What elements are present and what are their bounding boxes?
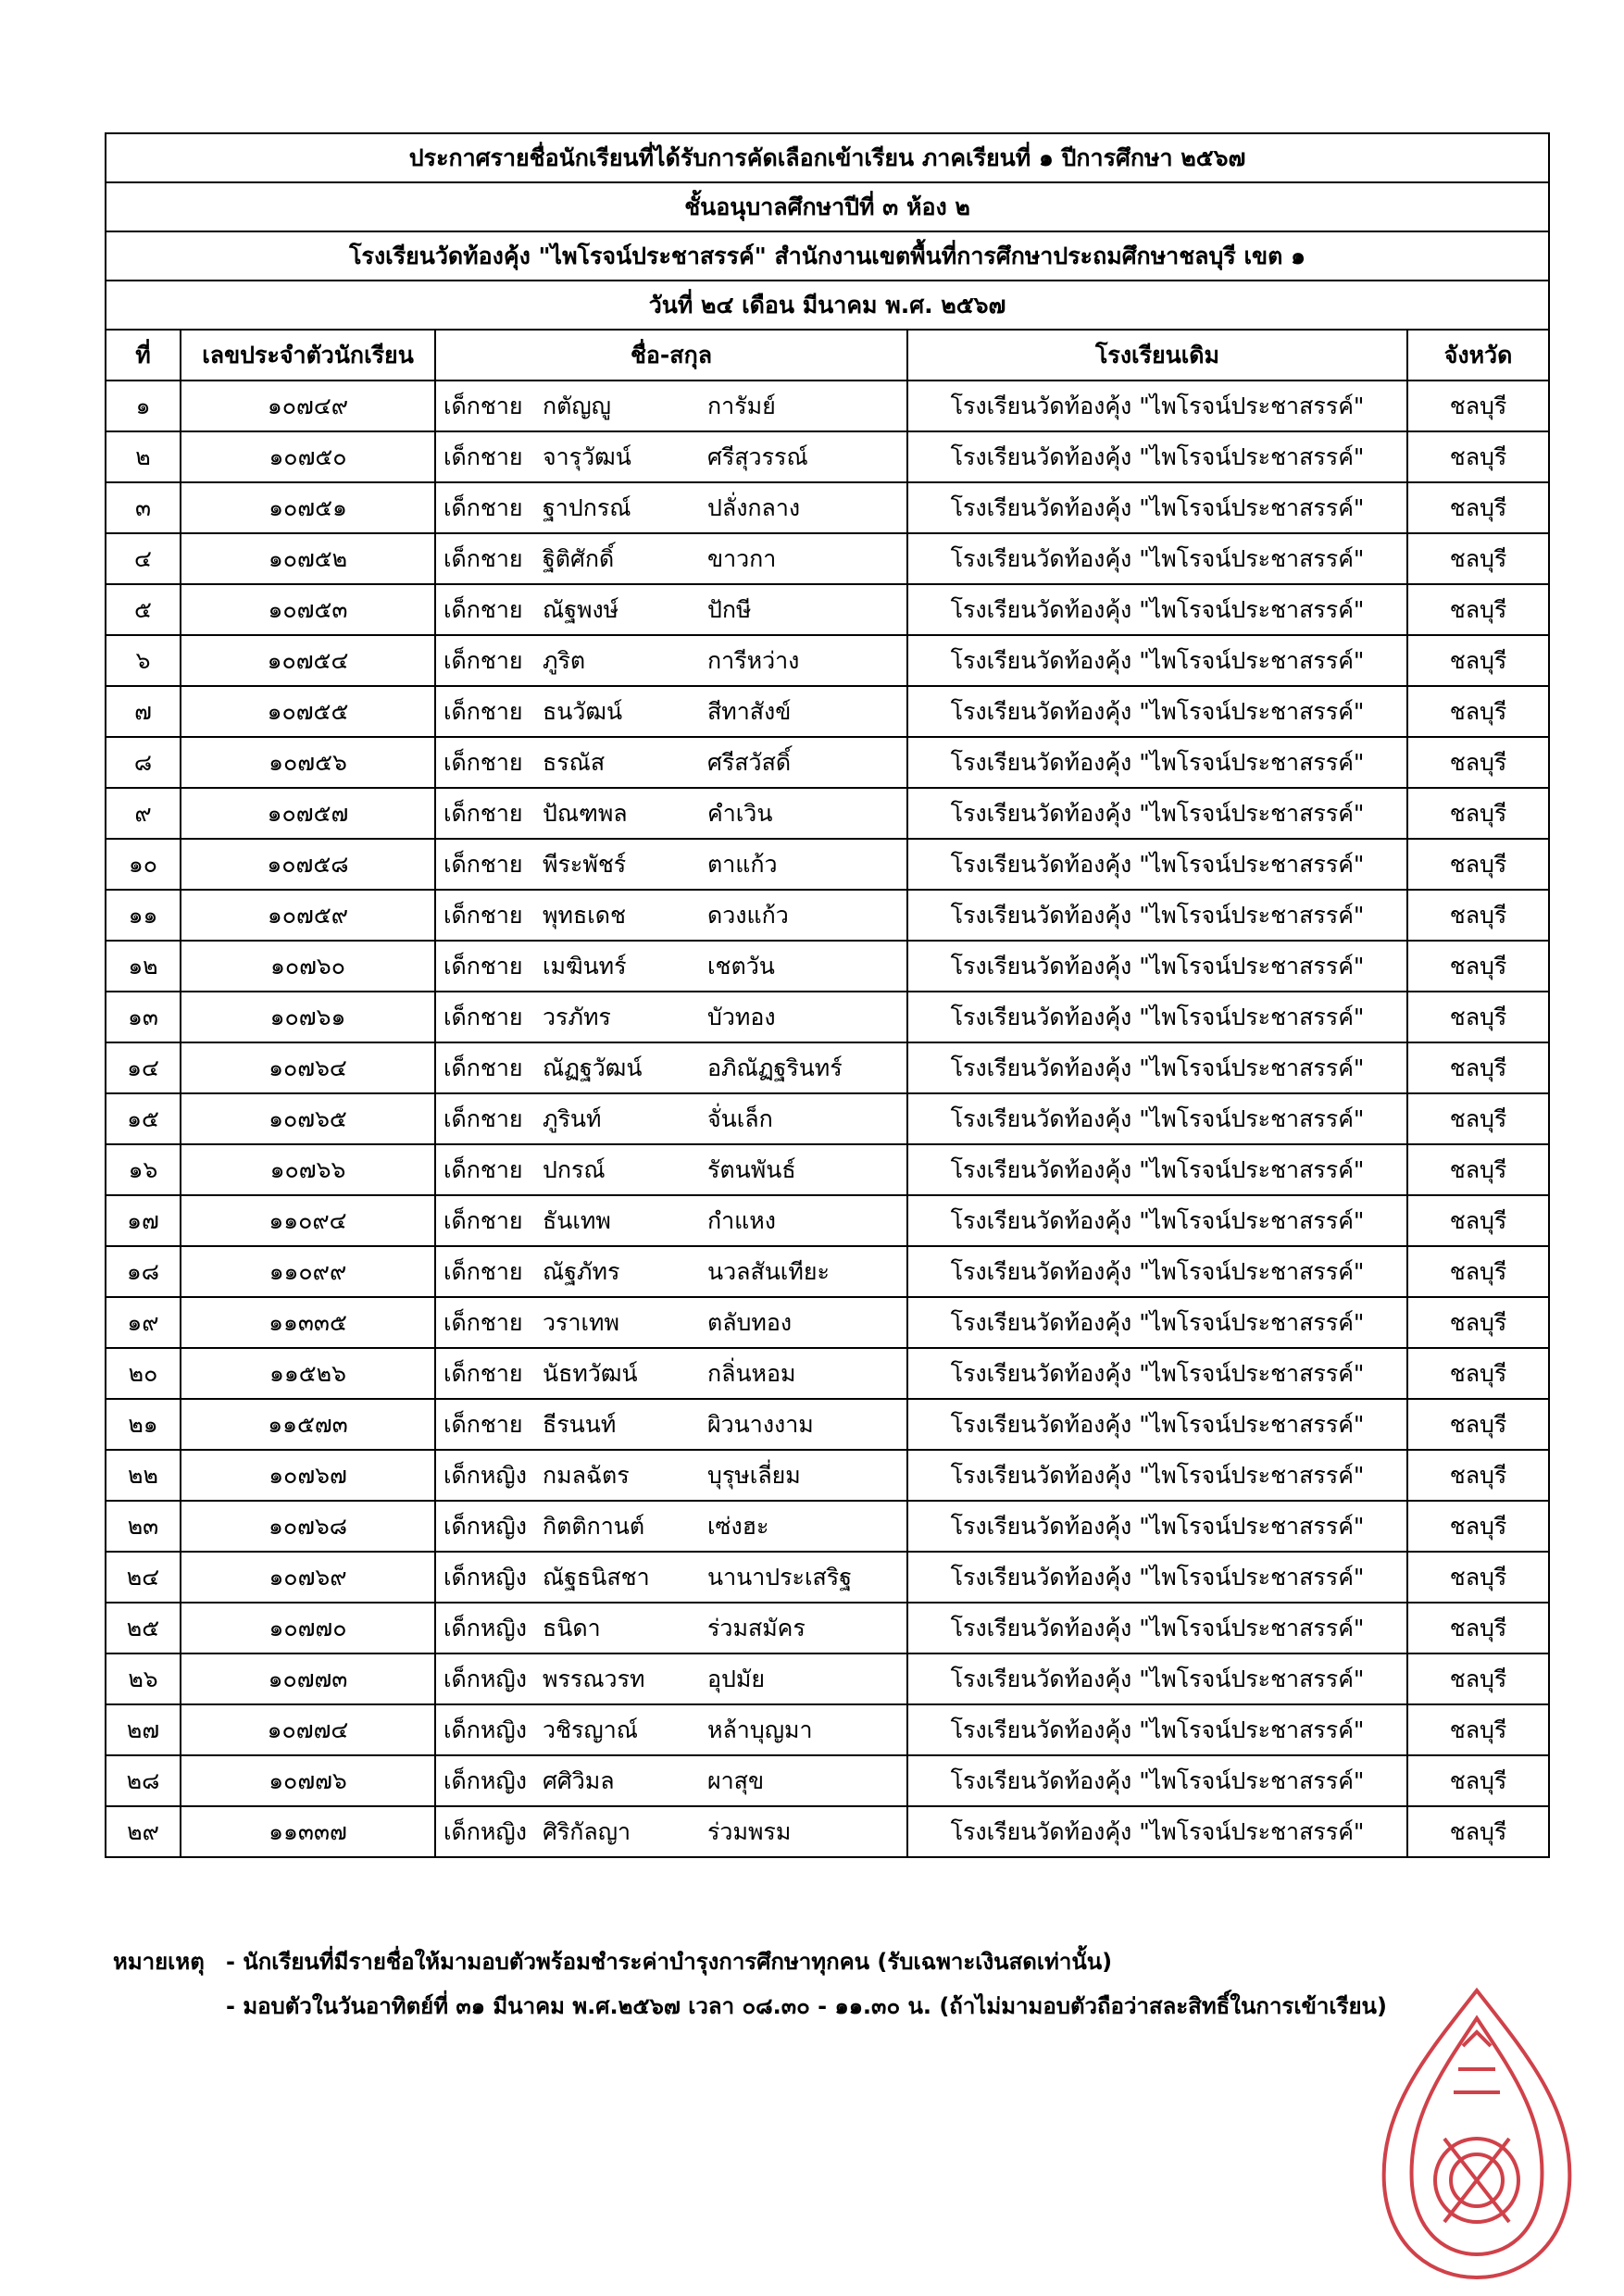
student-name	[435, 1348, 907, 1399]
first-name: กตัญญู	[543, 392, 611, 419]
student-id: ๑๑๐๙๙	[181, 1246, 435, 1297]
first-name: ภูรินท์	[543, 1104, 602, 1132]
student-name	[435, 686, 907, 737]
name-prefix: เด็กชาย	[443, 1308, 523, 1336]
row-no: ๓	[106, 482, 181, 533]
last-name: กลิ่นหอม	[707, 1359, 796, 1387]
student-id: ๑๐๗๕๖	[181, 737, 435, 788]
last-name: ปักษี	[707, 595, 752, 623]
table-row	[106, 1755, 1549, 1806]
student-id: ๑๑๕๒๖	[181, 1348, 435, 1399]
last-name: การัมย์	[707, 392, 776, 419]
student-name	[435, 1755, 907, 1806]
student-name	[435, 1297, 907, 1348]
first-name: นัธทวัฒน์	[543, 1359, 638, 1387]
student-id: ๑๐๗๗๓	[181, 1653, 435, 1704]
previous-school: โรงเรียนวัดท้องคุ้ง "ไพโรจน์ประชาสรรค์"	[907, 686, 1407, 737]
last-name: ร่วมพรม	[707, 1817, 792, 1845]
row-no: ๒๕	[106, 1603, 181, 1653]
student-name	[435, 890, 907, 941]
first-name: ฐิติศักดิ์	[543, 544, 615, 572]
first-name: จารุวัฒน์	[543, 443, 631, 470]
province: ชลบุรี	[1407, 1755, 1549, 1806]
student-name	[435, 1806, 907, 1857]
row-no: ๒	[106, 431, 181, 482]
previous-school: โรงเรียนวัดท้องคุ้ง "ไพโรจน์ประชาสรรค์"	[907, 1093, 1407, 1144]
previous-school: โรงเรียนวัดท้องคุ้ง "ไพโรจน์ประชาสรรค์"	[907, 1501, 1407, 1552]
table-row	[106, 533, 1549, 584]
student-name	[435, 992, 907, 1042]
last-name: นวลสันเทียะ	[707, 1257, 830, 1285]
province: ชลบุรี	[1407, 992, 1549, 1042]
first-name: ธนิดา	[543, 1614, 601, 1641]
previous-school: โรงเรียนวัดท้องคุ้ง "ไพโรจน์ประชาสรรค์"	[907, 788, 1407, 839]
previous-school: โรงเรียนวัดท้องคุ้ง "ไพโรจน์ประชาสรรค์"	[907, 1704, 1407, 1755]
table-row	[106, 1552, 1549, 1603]
student-rows	[106, 381, 1549, 1857]
province: ชลบุรี	[1407, 584, 1549, 635]
row-no: ๑๓	[106, 992, 181, 1042]
previous-school: โรงเรียนวัดท้องคุ้ง "ไพโรจน์ประชาสรรค์"	[907, 1399, 1407, 1450]
province: ชลบุรี	[1407, 737, 1549, 788]
previous-school: โรงเรียนวัดท้องคุ้ง "ไพโรจน์ประชาสรรค์"	[907, 381, 1407, 431]
last-name: เซ่งฮะ	[707, 1512, 769, 1540]
first-name: ปัณฑพล	[543, 799, 628, 827]
student-id: ๑๐๗๖๖	[181, 1144, 435, 1195]
last-name: อภิณัฏฐรินทร์	[707, 1054, 843, 1081]
student-name	[435, 635, 907, 686]
student-id: ๑๐๗๕๗	[181, 788, 435, 839]
student-name	[435, 381, 907, 431]
name-prefix: เด็กชาย	[443, 595, 523, 623]
student-name	[435, 839, 907, 890]
province: ชลบุรี	[1407, 839, 1549, 890]
last-name: ศรีสวัสดิ์	[707, 748, 792, 776]
row-no: ๒๖	[106, 1653, 181, 1704]
province: ชลบุรี	[1407, 1399, 1549, 1450]
first-name: พีระพัชร์	[543, 850, 627, 878]
class-level: ชั้นอนุบาลศึกษาปีที่ ๓ ห้อง ๒	[106, 182, 1549, 231]
province: ชลบุรี	[1407, 1297, 1549, 1348]
row-no: ๒๑	[106, 1399, 181, 1450]
first-name: ปกรณ์	[543, 1155, 606, 1183]
first-name: วรภัทร	[543, 1003, 611, 1030]
student-name	[435, 1399, 907, 1450]
last-name: ตาแก้ว	[707, 850, 778, 878]
student-id: ๑๑๐๙๔	[181, 1195, 435, 1246]
col-previous-school-header: โรงเรียนเดิม	[907, 330, 1407, 381]
province: ชลบุรี	[1407, 1653, 1549, 1704]
student-name	[435, 1603, 907, 1653]
table-row	[106, 1399, 1549, 1450]
province: ชลบุรี	[1407, 533, 1549, 584]
row-no: ๒๐	[106, 1348, 181, 1399]
first-name: ธรณัส	[543, 748, 606, 776]
table-row	[106, 788, 1549, 839]
col-student-id-header: เลขประจำตัวนักเรียน	[181, 330, 435, 381]
school-seal-stamp-icon	[1370, 1981, 1583, 2287]
student-id: ๑๐๗๕๔	[181, 635, 435, 686]
student-name	[435, 1552, 907, 1603]
name-prefix: เด็กหญิง	[443, 1461, 527, 1489]
first-name: ศิริกัลญา	[543, 1817, 631, 1845]
note-line-1	[113, 1940, 1387, 1984]
table-row	[106, 1246, 1549, 1297]
note-line-2	[113, 1984, 1387, 2028]
table-row	[106, 839, 1549, 890]
student-id: ๑๐๗๕๐	[181, 431, 435, 482]
province: ชลบุรี	[1407, 1704, 1549, 1755]
row-no: ๗	[106, 686, 181, 737]
student-id: ๑๐๗๖๕	[181, 1093, 435, 1144]
student-id: ๑๐๗๔๙	[181, 381, 435, 431]
first-name: ณัฐภัทร	[543, 1257, 620, 1285]
last-name: เชตวัน	[707, 952, 775, 980]
student-id: ๑๐๗๗๖	[181, 1755, 435, 1806]
name-prefix: เด็กหญิง	[443, 1614, 527, 1641]
row-no: ๘	[106, 737, 181, 788]
table-row	[106, 381, 1549, 431]
province: ชลบุรี	[1407, 788, 1549, 839]
student-id: ๑๐๗๕๓	[181, 584, 435, 635]
previous-school: โรงเรียนวัดท้องคุ้ง "ไพโรจน์ประชาสรรค์"	[907, 1552, 1407, 1603]
row-no: ๑๒	[106, 941, 181, 992]
province: ชลบุรี	[1407, 1552, 1549, 1603]
province: ชลบุรี	[1407, 1603, 1549, 1653]
note-text-1: - นักเรียนที่มีรายชื่อให้มามอบตัวพร้อมชำระค่าบำรุงการศึกษาทุกคน (รับเฉพาะเงินสดเท่านั้น)	[226, 1949, 1113, 1975]
province: ชลบุรี	[1407, 1450, 1549, 1501]
name-prefix: เด็กหญิง	[443, 1766, 527, 1794]
previous-school: โรงเรียนวัดท้องคุ้ง "ไพโรจน์ประชาสรรค์"	[907, 1042, 1407, 1093]
first-name: กิตติกานต์	[543, 1512, 645, 1540]
row-no: ๑๘	[106, 1246, 181, 1297]
previous-school: โรงเรียนวัดท้องคุ้ง "ไพโรจน์ประชาสรรค์"	[907, 1246, 1407, 1297]
first-name: กมลฉัตร	[543, 1461, 630, 1489]
announcement-title: ประกาศรายชื่อนักเรียนที่ได้รับการคัดเลือกเข้าเรียน ภาคเรียนที่ ๑ ปีการศึกษา ๒๕๖๗	[106, 133, 1549, 182]
name-prefix: เด็กชาย	[443, 646, 523, 674]
row-no: ๒๔	[106, 1552, 181, 1603]
table-row	[106, 1042, 1549, 1093]
table-row	[106, 686, 1549, 737]
student-id: ๑๑๕๗๓	[181, 1399, 435, 1450]
row-no: ๑๐	[106, 839, 181, 890]
last-name: คำเวิน	[707, 799, 773, 827]
province: ชลบุรี	[1407, 686, 1549, 737]
row-no: ๒๙	[106, 1806, 181, 1857]
table-row	[106, 890, 1549, 941]
province: ชลบุรี	[1407, 635, 1549, 686]
table-row	[106, 1144, 1549, 1195]
province: ชลบุรี	[1407, 941, 1549, 992]
name-prefix: เด็กชาย	[443, 952, 523, 980]
name-prefix: เด็กชาย	[443, 544, 523, 572]
student-name	[435, 737, 907, 788]
previous-school: โรงเรียนวัดท้องคุ้ง "ไพโรจน์ประชาสรรค์"	[907, 1348, 1407, 1399]
name-prefix: เด็กหญิง	[443, 1665, 527, 1692]
last-name: ตลับทอง	[707, 1308, 793, 1336]
province: ชลบุรี	[1407, 1042, 1549, 1093]
previous-school: โรงเรียนวัดท้องคุ้ง "ไพโรจน์ประชาสรรค์"	[907, 1806, 1407, 1857]
last-name: ผาสุข	[707, 1766, 765, 1794]
name-prefix: เด็กหญิง	[443, 1563, 527, 1591]
student-name	[435, 482, 907, 533]
col-name-header: ชื่อ-สกุล	[435, 330, 907, 381]
name-prefix: เด็กชาย	[443, 1206, 523, 1234]
name-prefix: เด็กชาย	[443, 799, 523, 827]
province: ชลบุรี	[1407, 1246, 1549, 1297]
first-name: พรรณวรท	[543, 1665, 645, 1692]
previous-school: โรงเรียนวัดท้องคุ้ง "ไพโรจน์ประชาสรรค์"	[907, 1450, 1407, 1501]
previous-school: โรงเรียนวัดท้องคุ้ง "ไพโรจน์ประชาสรรค์"	[907, 1195, 1407, 1246]
student-name	[435, 1450, 907, 1501]
province: ชลบุรี	[1407, 1501, 1549, 1552]
first-name: ศศิวิมล	[543, 1766, 615, 1794]
last-name: ขาวกา	[707, 544, 777, 572]
student-name	[435, 1653, 907, 1704]
previous-school: โรงเรียนวัดท้องคุ้ง "ไพโรจน์ประชาสรรค์"	[907, 1755, 1407, 1806]
name-prefix: เด็กชาย	[443, 1003, 523, 1030]
notes-label: หมายเหตุ	[113, 1949, 205, 1975]
name-prefix: เด็กชาย	[443, 392, 523, 419]
row-no: ๑๔	[106, 1042, 181, 1093]
student-id: ๑๐๗๕๘	[181, 839, 435, 890]
student-name	[435, 1704, 907, 1755]
row-no: ๑๙	[106, 1297, 181, 1348]
last-name: บัวทอง	[707, 1003, 776, 1030]
col-no-header: ที่	[106, 330, 181, 381]
col-province-header: จังหวัด	[1407, 330, 1549, 381]
last-name: สีทาสังข์	[707, 697, 792, 725]
first-name: ฐาปกรณ์	[543, 493, 631, 521]
first-name: ภูริต	[543, 646, 586, 674]
student-id: ๑๐๗๕๑	[181, 482, 435, 533]
row-no: ๑๑	[106, 890, 181, 941]
table-row	[106, 1704, 1549, 1755]
last-name: ดวงแก้ว	[707, 901, 789, 929]
row-no: ๑	[106, 381, 181, 431]
name-prefix: เด็กชาย	[443, 748, 523, 776]
name-prefix: เด็กหญิง	[443, 1512, 527, 1540]
province: ชลบุรี	[1407, 1195, 1549, 1246]
student-name	[435, 1042, 907, 1093]
column-header-row	[106, 330, 1549, 381]
row-no: ๑๕	[106, 1093, 181, 1144]
table-row	[106, 1093, 1549, 1144]
name-prefix: เด็กชาย	[443, 697, 523, 725]
province: ชลบุรี	[1407, 381, 1549, 431]
student-id: ๑๑๓๓๕	[181, 1297, 435, 1348]
last-name: หล้าบุญมา	[707, 1716, 813, 1743]
previous-school: โรงเรียนวัดท้องคุ้ง "ไพโรจน์ประชาสรรค์"	[907, 431, 1407, 482]
first-name: พุทธเดช	[543, 901, 626, 929]
previous-school: โรงเรียนวัดท้องคุ้ง "ไพโรจน์ประชาสรรค์"	[907, 1297, 1407, 1348]
student-name	[435, 1195, 907, 1246]
student-name	[435, 1144, 907, 1195]
previous-school: โรงเรียนวัดท้องคุ้ง "ไพโรจน์ประชาสรรค์"	[907, 941, 1407, 992]
province: ชลบุรี	[1407, 1144, 1549, 1195]
first-name: ธันเทพ	[543, 1206, 611, 1234]
previous-school: โรงเรียนวัดท้องคุ้ง "ไพโรจน์ประชาสรรค์"	[907, 1653, 1407, 1704]
first-name: วราเทพ	[543, 1308, 620, 1336]
previous-school: โรงเรียนวัดท้องคุ้ง "ไพโรจน์ประชาสรรค์"	[907, 1603, 1407, 1653]
table-row	[106, 1653, 1549, 1704]
previous-school: โรงเรียนวัดท้องคุ้ง "ไพโรจน์ประชาสรรค์"	[907, 635, 1407, 686]
student-list-table	[105, 132, 1550, 1858]
name-prefix: เด็กชาย	[443, 1155, 523, 1183]
first-name: ธีรนนท์	[543, 1410, 617, 1438]
student-name	[435, 584, 907, 635]
name-prefix: เด็กชาย	[443, 1410, 523, 1438]
previous-school: โรงเรียนวัดท้องคุ้ง "ไพโรจน์ประชาสรรค์"	[907, 992, 1407, 1042]
name-prefix: เด็กชาย	[443, 443, 523, 470]
table-row	[106, 992, 1549, 1042]
name-prefix: เด็กชาย	[443, 901, 523, 929]
previous-school: โรงเรียนวัดท้องคุ้ง "ไพโรจน์ประชาสรรค์"	[907, 533, 1407, 584]
student-id: ๑๐๗๗๐	[181, 1603, 435, 1653]
name-prefix: เด็กชาย	[443, 1359, 523, 1387]
last-name: กำแหง	[707, 1206, 776, 1234]
student-id: ๑๑๓๓๗	[181, 1806, 435, 1857]
announcement-date: วันที่ ๒๔ เดือน มีนาคม พ.ศ. ๒๕๖๗	[106, 281, 1549, 330]
row-no: ๙	[106, 788, 181, 839]
row-no: ๕	[106, 584, 181, 635]
previous-school: โรงเรียนวัดท้องคุ้ง "ไพโรจน์ประชาสรรค์"	[907, 482, 1407, 533]
last-name: จั่นเล็ก	[707, 1104, 773, 1132]
student-id: ๑๐๗๗๔	[181, 1704, 435, 1755]
row-no: ๑๗	[106, 1195, 181, 1246]
notes-section	[113, 1940, 1387, 2028]
table-row	[106, 1348, 1549, 1399]
last-name: รัตนพันธ์	[707, 1155, 796, 1183]
table-row	[106, 1806, 1549, 1857]
student-name	[435, 431, 907, 482]
name-prefix: เด็กหญิง	[443, 1716, 527, 1743]
last-name: ผิวนางงาม	[707, 1410, 814, 1438]
last-name: ร่วมสมัคร	[707, 1614, 806, 1641]
table-row	[106, 1195, 1549, 1246]
row-no: ๒๒	[106, 1450, 181, 1501]
student-id: ๑๐๗๕๒	[181, 533, 435, 584]
student-id: ๑๐๗๖๘	[181, 1501, 435, 1552]
province: ชลบุรี	[1407, 482, 1549, 533]
table-row	[106, 584, 1549, 635]
student-name	[435, 788, 907, 839]
student-id: ๑๐๗๕๙	[181, 890, 435, 941]
last-name: ปลั่งกลาง	[707, 493, 801, 521]
table-row	[106, 431, 1549, 482]
first-name: ณัฐธนิสชา	[543, 1563, 650, 1591]
name-prefix: เด็กชาย	[443, 493, 523, 521]
province: ชลบุรี	[1407, 431, 1549, 482]
student-id: ๑๐๗๖๑	[181, 992, 435, 1042]
student-id: ๑๐๗๖๗	[181, 1450, 435, 1501]
last-name: นานาประเสริฐ	[707, 1563, 853, 1591]
student-name	[435, 1093, 907, 1144]
name-prefix: เด็กหญิง	[443, 1817, 527, 1845]
table-row	[106, 1450, 1549, 1501]
school-office-line: โรงเรียนวัดท้องคุ้ง "ไพโรจน์ประชาสรรค์" สำนักงานเขตพื้นที่การศึกษาประถมศึกษาชลบุรี เขต ๑	[106, 231, 1549, 281]
row-no: ๖	[106, 635, 181, 686]
student-name	[435, 1501, 907, 1552]
table-row	[106, 1297, 1549, 1348]
table-row	[106, 1603, 1549, 1653]
last-name: ศรีสุวรรณ์	[707, 443, 808, 470]
row-no: ๒๗	[106, 1704, 181, 1755]
province: ชลบุรี	[1407, 1806, 1549, 1857]
table-row	[106, 635, 1549, 686]
row-no: ๑๖	[106, 1144, 181, 1195]
row-no: ๔	[106, 533, 181, 584]
student-id: ๑๐๗๖๔	[181, 1042, 435, 1093]
first-name: วชิรญาณ์	[543, 1716, 638, 1743]
last-name: บุรุษเลี่ยม	[707, 1461, 801, 1489]
name-prefix: เด็กชาย	[443, 1257, 523, 1285]
first-name: ธนวัฒน์	[543, 697, 623, 725]
student-name	[435, 941, 907, 992]
previous-school: โรงเรียนวัดท้องคุ้ง "ไพโรจน์ประชาสรรค์"	[907, 839, 1407, 890]
first-name: ณัฏฐวัฒน์	[543, 1054, 643, 1081]
table-row	[106, 737, 1549, 788]
first-name: เมฆินทร์	[543, 952, 627, 980]
student-name	[435, 533, 907, 584]
student-id: ๑๐๗๖๐	[181, 941, 435, 992]
table-row	[106, 482, 1549, 533]
note-text-2: - มอบตัวในวันอาทิตย์ที่ ๓๑ มีนาคม พ.ศ.๒๕๖๗ เวลา ๐๘.๓๐ - ๑๑.๓๐ น. (ถ้าไม่มามอบตัวถือว่าสละสิทธิ์ในการเข้าเรียน)	[226, 1993, 1387, 2019]
province: ชลบุรี	[1407, 1093, 1549, 1144]
last-name: การีหว่าง	[707, 646, 800, 674]
table-row	[106, 1501, 1549, 1552]
name-prefix: เด็กชาย	[443, 850, 523, 878]
previous-school: โรงเรียนวัดท้องคุ้ง "ไพโรจน์ประชาสรรค์"	[907, 737, 1407, 788]
first-name: ณัฐพงษ์	[543, 595, 619, 623]
row-no: ๒๓	[106, 1501, 181, 1552]
row-no: ๒๘	[106, 1755, 181, 1806]
previous-school: โรงเรียนวัดท้องคุ้ง "ไพโรจน์ประชาสรรค์"	[907, 584, 1407, 635]
last-name: อุปมัย	[707, 1665, 766, 1692]
province: ชลบุรี	[1407, 890, 1549, 941]
province: ชลบุรี	[1407, 1348, 1549, 1399]
name-prefix: เด็กชาย	[443, 1104, 523, 1132]
student-id: ๑๐๗๖๙	[181, 1552, 435, 1603]
table-row	[106, 941, 1549, 992]
previous-school: โรงเรียนวัดท้องคุ้ง "ไพโรจน์ประชาสรรค์"	[907, 890, 1407, 941]
name-prefix: เด็กชาย	[443, 1054, 523, 1081]
previous-school: โรงเรียนวัดท้องคุ้ง "ไพโรจน์ประชาสรรค์"	[907, 1144, 1407, 1195]
student-name	[435, 1246, 907, 1297]
student-id: ๑๐๗๕๕	[181, 686, 435, 737]
